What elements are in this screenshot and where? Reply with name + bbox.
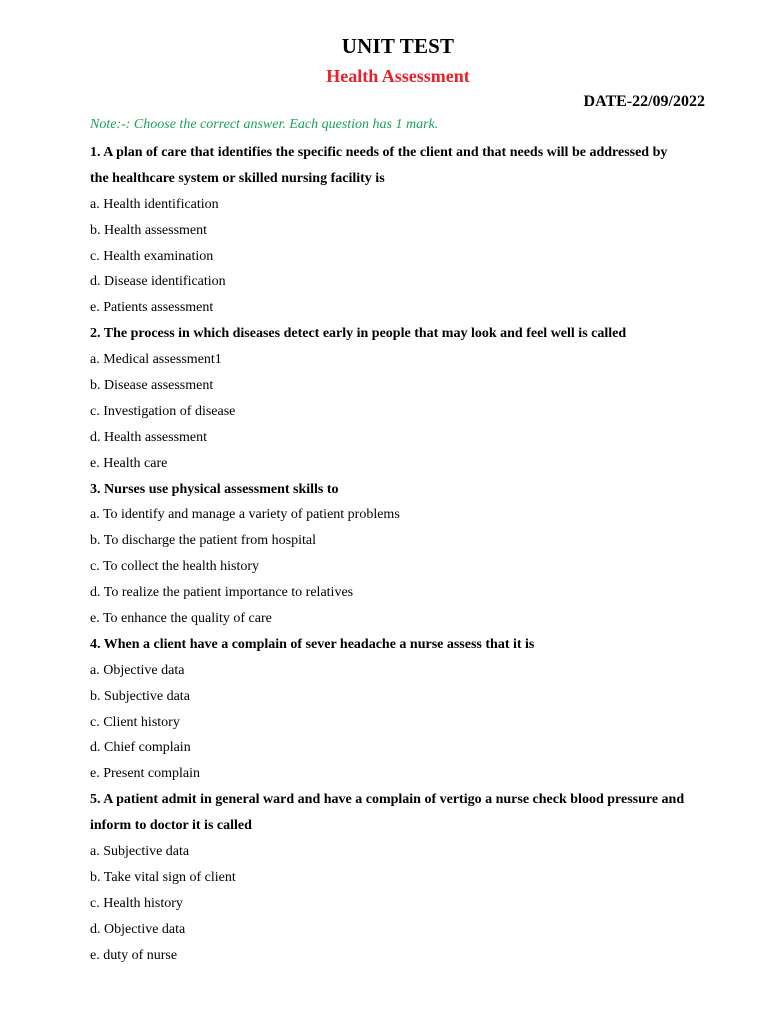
answer-option: b. Take vital sign of client: [90, 869, 236, 885]
question-3: [90, 477, 720, 632]
answer-option: d. Disease identification: [90, 274, 226, 290]
answer-option: b. Health assessment: [90, 222, 208, 238]
question-2: [90, 321, 720, 476]
question-text: 5. A patient admit in general ward and have a complain of vertigo a nurse check blood pressure and: [90, 792, 685, 808]
question-list: [90, 140, 720, 969]
answer-option: a. Subjective data: [90, 844, 190, 860]
question-text: 3. Nurses use physical assessment skills to: [90, 481, 339, 497]
answer-option: a. Objective data: [90, 662, 185, 678]
answer-option: e. Patients assessment: [90, 300, 214, 316]
question-text: inform to doctor it is called: [90, 818, 252, 834]
question-text: the healthcare system or skilled nursing facility is: [90, 170, 385, 186]
question-text: 4. When a client have a complain of sever headache a nurse assess that it is: [90, 636, 535, 652]
question-text: 2. The process in which diseases detect early in people that may look and feel well is called: [90, 326, 627, 342]
answer-option: d. Health assessment: [90, 429, 208, 445]
page-subtitle: Health Assessment: [326, 66, 470, 86]
instructions-note: Note:-: Choose the correct answer. Each question has 1 mark.: [90, 117, 439, 132]
test-date: DATE-22/09/2022: [583, 93, 705, 110]
answer-option: e. Present complain: [90, 766, 201, 782]
answer-option: e. To enhance the quality of care: [90, 611, 272, 627]
answer-option: c. Health examination: [90, 248, 214, 264]
answer-option: d. Chief complain: [90, 740, 191, 756]
question-4: [90, 632, 720, 787]
answer-option: a. To identify and manage a variety of patient problems: [90, 507, 400, 523]
answer-option: c. Health history: [90, 895, 183, 911]
page-title: UNIT TEST: [341, 34, 455, 58]
answer-option: b. To discharge the patient from hospital: [90, 533, 316, 549]
answer-option: c. To collect the health history: [90, 559, 260, 575]
question-5: [90, 787, 720, 968]
answer-option: a. Medical assessment1: [90, 352, 222, 368]
question-1: [90, 140, 720, 321]
answer-option: e. Health care: [90, 455, 168, 471]
answer-option: d. To realize the patient importance to relatives: [90, 585, 354, 601]
question-text: 1. A plan of care that identifies the specific needs of the client and that needs will be addressed by: [90, 145, 668, 160]
answer-option: a. Health identification: [90, 196, 219, 212]
answer-option: d. Objective data: [90, 921, 186, 937]
answer-option: b. Disease assessment: [90, 378, 214, 394]
answer-option: c. Client history: [90, 714, 180, 730]
answer-option: c. Investigation of disease: [90, 403, 236, 419]
answer-option: e. duty of nurse: [90, 947, 178, 963]
answer-option: b. Subjective data: [90, 688, 190, 704]
